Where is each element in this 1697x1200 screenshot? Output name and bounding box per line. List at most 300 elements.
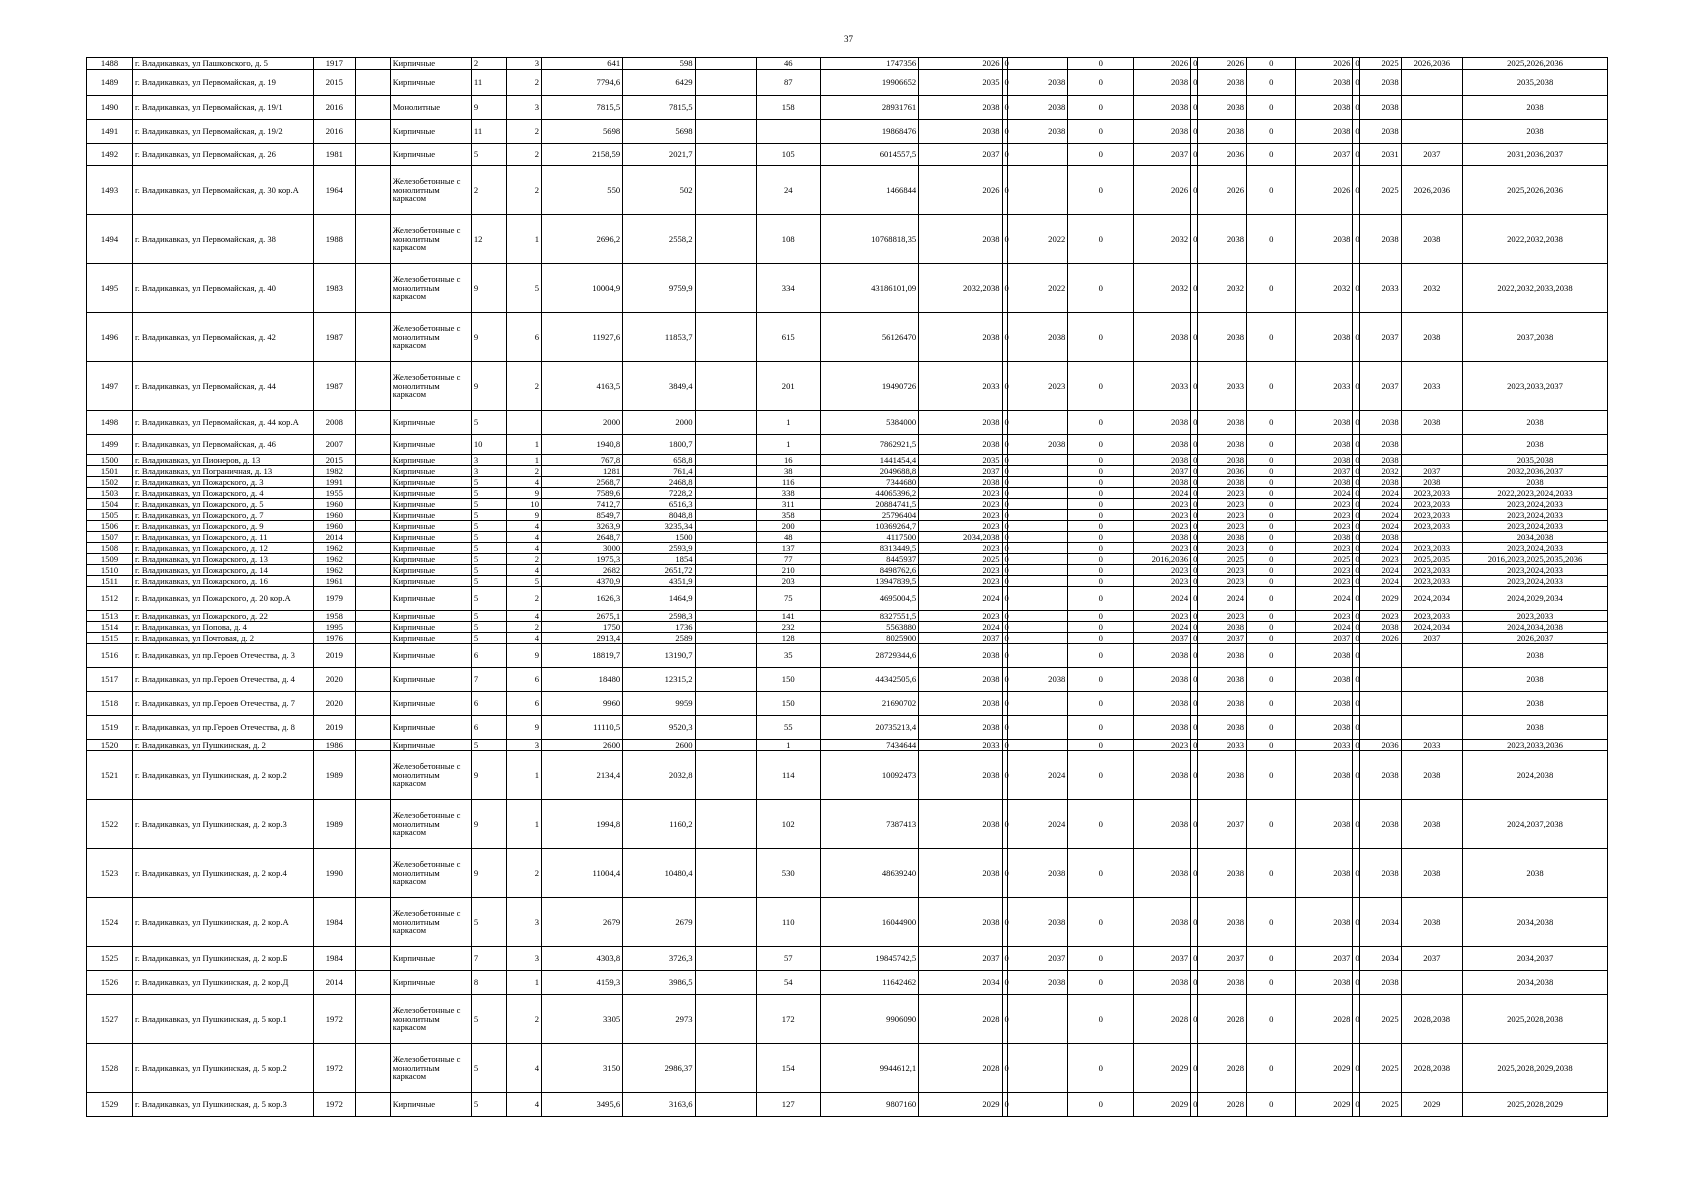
table-cell: 0 <box>1191 971 1198 995</box>
table-row <box>87 898 1608 947</box>
table-cell: 2026 <box>919 58 1002 70</box>
table-cell: 2037 <box>1296 466 1353 477</box>
table-cell: 0 <box>1247 849 1296 898</box>
table-cell: 2024 <box>1359 499 1401 510</box>
table-cell: 2025 <box>1359 1044 1401 1093</box>
table-cell: г. Владикавказ, ул Пушкинская, д. 2 кор.2 <box>133 751 314 800</box>
table-cell: 2023 <box>919 543 1002 554</box>
table-cell: 7589,6 <box>542 488 623 499</box>
table-cell: 54 <box>756 971 820 995</box>
table-cell: 0 <box>1191 58 1198 70</box>
table-cell <box>355 849 390 898</box>
table-row <box>87 716 1608 740</box>
table-cell: 2038 <box>1134 668 1191 692</box>
table-cell: 2038 <box>1134 435 1191 455</box>
table-cell: 8549,7 <box>542 510 623 521</box>
table-cell: 2038 <box>1296 313 1353 362</box>
table-cell: 2037 <box>919 144 1002 166</box>
table-cell: 0 <box>1353 740 1360 751</box>
table-cell: 1490 <box>87 96 133 120</box>
table-cell: 2024 <box>1359 521 1401 532</box>
table-cell: 2158,59 <box>542 144 623 166</box>
table-cell <box>1008 565 1068 576</box>
table-cell: 0 <box>1353 622 1360 633</box>
table-cell: 2038 <box>1134 477 1191 488</box>
table-cell: 2037,2038 <box>1463 313 1608 362</box>
table-cell: 0 <box>1002 411 1007 435</box>
table-cell: 2026 <box>1134 166 1191 215</box>
table-cell: 2696,2 <box>542 215 623 264</box>
table-cell: 0 <box>1068 455 1134 466</box>
table-cell: 2033 <box>1197 362 1246 411</box>
table-cell: 25796404 <box>820 510 919 521</box>
table-cell: 1984 <box>313 898 355 947</box>
table-cell: 6 <box>471 692 506 716</box>
table-cell: 2038 <box>1296 435 1353 455</box>
table-cell: 201 <box>756 362 820 411</box>
table-cell: 2032,8 <box>623 751 695 800</box>
table-cell: 2024 <box>1359 543 1401 554</box>
table-cell: 2029 <box>1401 1093 1462 1117</box>
table-cell: 2600 <box>542 740 623 751</box>
table-cell: 0 <box>1002 488 1007 499</box>
table-row <box>87 521 1608 532</box>
table-cell: 2038 <box>1401 215 1462 264</box>
table-cell <box>1008 587 1068 611</box>
table-cell: Кирпичные <box>390 144 471 166</box>
table-row <box>87 477 1608 488</box>
table-cell: 2028 <box>919 1044 1002 1093</box>
table-cell: 2038 <box>1134 96 1191 120</box>
table-cell: 1160,2 <box>623 800 695 849</box>
table-cell: 0 <box>1191 849 1198 898</box>
table-row <box>87 576 1608 587</box>
table-cell: 210 <box>756 565 820 576</box>
table-cell: 0 <box>1068 751 1134 800</box>
table-cell: г. Владикавказ, ул Пожарского, д. 3 <box>133 477 314 488</box>
table-cell: 1513 <box>87 611 133 622</box>
table-row <box>87 455 1608 466</box>
table-cell: 6 <box>506 668 541 692</box>
table-cell: 1958 <box>313 611 355 622</box>
table-cell: 0 <box>1068 947 1134 971</box>
table-cell: 5 <box>471 633 506 644</box>
table-cell: 9 <box>506 716 541 740</box>
table-cell: 2038 <box>1359 96 1401 120</box>
table-cell <box>1008 611 1068 622</box>
table-cell: г. Владикавказ, ул Пушкинская, д. 2 кор.А <box>133 898 314 947</box>
table-cell: 0 <box>1002 995 1007 1044</box>
table-cell: Кирпичные <box>390 633 471 644</box>
table-cell: 2037 <box>1401 947 1462 971</box>
table-cell: 0 <box>1002 800 1007 849</box>
table-cell: 2028 <box>1197 1044 1246 1093</box>
table-cell: 2033 <box>1359 264 1401 313</box>
table-cell: 10 <box>471 435 506 455</box>
table-cell: г. Владикавказ, ул Пожарского, д. 5 <box>133 499 314 510</box>
table-cell: Кирпичные <box>390 692 471 716</box>
table-cell: 2038 <box>1296 716 1353 740</box>
table-cell: 0 <box>1068 849 1134 898</box>
table-cell: 20735213,4 <box>820 716 919 740</box>
table-cell: 1940,8 <box>542 435 623 455</box>
table-cell: 4117500 <box>820 532 919 543</box>
table-cell: 0 <box>1002 70 1007 96</box>
table-cell: 2023 <box>1197 543 1246 554</box>
table-cell: 0 <box>1068 971 1134 995</box>
table-cell: 334 <box>756 264 820 313</box>
table-cell: 0 <box>1068 477 1134 488</box>
table-cell: 2038 <box>1463 435 1608 455</box>
table-cell: 2 <box>506 995 541 1044</box>
table-cell: 3849,4 <box>623 362 695 411</box>
table-cell: 2 <box>506 70 541 96</box>
table-cell: 2028 <box>1296 995 1353 1044</box>
table-cell: 38 <box>756 466 820 477</box>
table-cell: 2023 <box>919 576 1002 587</box>
table-cell: г. Владикавказ, ул Пожарского, д. 4 <box>133 488 314 499</box>
table-cell: 2034 <box>919 971 1002 995</box>
table-cell: 2134,4 <box>542 751 623 800</box>
table-cell <box>1008 499 1068 510</box>
table-cell <box>695 692 756 716</box>
table-cell: 0 <box>1191 898 1198 947</box>
table-cell: Кирпичные <box>390 435 471 455</box>
table-cell: 9 <box>506 510 541 521</box>
table-cell: 2029 <box>919 1093 1002 1117</box>
table-cell: г. Владикавказ, ул Пожарского, д. 14 <box>133 565 314 576</box>
table-cell: 0 <box>1191 488 1198 499</box>
table-cell: Железобетонные с монолитным каркасом <box>390 995 471 1044</box>
table-cell: 1508 <box>87 543 133 554</box>
table-cell: 7412,7 <box>542 499 623 510</box>
table-cell: 1494 <box>87 215 133 264</box>
table-cell: 1527 <box>87 995 133 1044</box>
table-cell: 0 <box>1068 565 1134 576</box>
table-cell: 5 <box>471 611 506 622</box>
table-cell: 2 <box>506 466 541 477</box>
table-cell: 75 <box>756 587 820 611</box>
table-cell: 0 <box>1068 587 1134 611</box>
table-cell <box>355 362 390 411</box>
table-cell: 2038 <box>1296 644 1353 668</box>
table-cell: 2600 <box>623 740 695 751</box>
table-cell: 2038 <box>1296 849 1353 898</box>
table-cell: 2022 <box>1008 264 1068 313</box>
table-cell: 0 <box>1191 1093 1198 1117</box>
table-cell: г. Владикавказ, ул Пашковского, д. 5 <box>133 58 314 70</box>
table-cell: г. Владикавказ, ул Пионеров, д. 13 <box>133 455 314 466</box>
table-cell: 3 <box>471 466 506 477</box>
table-cell <box>1008 1044 1068 1093</box>
table-cell: 0 <box>1068 898 1134 947</box>
table-row <box>87 849 1608 898</box>
table-cell: 0 <box>1068 668 1134 692</box>
table-cell <box>355 668 390 692</box>
table-cell: 0 <box>1353 477 1360 488</box>
table-cell: 0 <box>1191 466 1198 477</box>
table-cell: 0 <box>1068 644 1134 668</box>
table-cell: 0 <box>1002 668 1007 692</box>
table-cell: 1515 <box>87 633 133 644</box>
table-cell: 0 <box>1247 644 1296 668</box>
table-cell: 2023 <box>1134 510 1191 521</box>
table-cell: 0 <box>1191 800 1198 849</box>
table-cell: 2025,2026,2036 <box>1463 58 1608 70</box>
table-cell: 2028 <box>1197 1093 1246 1117</box>
table-cell: 11 <box>471 120 506 144</box>
table-cell: г. Владикавказ, ул Первомайская, д. 46 <box>133 435 314 455</box>
table-cell: 3 <box>506 58 541 70</box>
table-cell: 3495,6 <box>542 1093 623 1117</box>
table-cell: 530 <box>756 849 820 898</box>
table-cell: 9 <box>471 849 506 898</box>
table-cell: 2038 <box>1401 751 1462 800</box>
table-cell: Кирпичные <box>390 644 471 668</box>
table-cell: 2038 <box>1008 849 1068 898</box>
table-cell: 0 <box>1247 362 1296 411</box>
table-cell: 0 <box>1247 576 1296 587</box>
table-cell: 2024,2034,2038 <box>1463 622 1608 633</box>
table-cell: 0 <box>1191 510 1198 521</box>
table-cell: Кирпичные <box>390 521 471 532</box>
table-cell: Кирпичные <box>390 947 471 971</box>
table-cell: 2016,2036 <box>1134 554 1191 565</box>
table-cell <box>695 554 756 565</box>
table-cell: 7228,2 <box>623 488 695 499</box>
table-cell: 0 <box>1068 488 1134 499</box>
table-cell: 0 <box>1068 313 1134 362</box>
table-cell: 2038 <box>1134 532 1191 543</box>
table-cell: 2038 <box>1197 532 1246 543</box>
table-cell: 598 <box>623 58 695 70</box>
table-cell: 2038 <box>1197 120 1246 144</box>
table-cell: 2038 <box>1296 751 1353 800</box>
table-cell: 2008 <box>313 411 355 435</box>
table-cell: 0 <box>1191 215 1198 264</box>
table-cell: 1505 <box>87 510 133 521</box>
table-cell: 2023 <box>1296 565 1353 576</box>
table-cell: 2038 <box>1134 411 1191 435</box>
table-cell: Кирпичные <box>390 971 471 995</box>
table-cell: 2023 <box>1134 543 1191 554</box>
table-cell: 2038 <box>1197 716 1246 740</box>
table-cell: 0 <box>1068 466 1134 477</box>
table-cell <box>695 120 756 144</box>
table-cell: 10092473 <box>820 751 919 800</box>
table-cell <box>695 644 756 668</box>
table-cell: 2038 <box>1296 70 1353 96</box>
table-cell: 2032,2038 <box>919 264 1002 313</box>
table-cell <box>695 576 756 587</box>
table-cell: 1497 <box>87 362 133 411</box>
table-cell: 2023 <box>1134 611 1191 622</box>
table-cell: г. Владикавказ, ул Пушкинская, д. 2 кор.4 <box>133 849 314 898</box>
table-cell <box>1401 70 1462 96</box>
table-cell: 0 <box>1002 740 1007 751</box>
table-cell: 9 <box>506 644 541 668</box>
table-cell: 2568,7 <box>542 477 623 488</box>
table-cell: 48 <box>756 532 820 543</box>
table-cell: 9944612,1 <box>820 1044 919 1093</box>
table-cell: г. Владикавказ, ул Первомайская, д. 38 <box>133 215 314 264</box>
table-cell: 0 <box>1247 668 1296 692</box>
table-cell: г. Владикавказ, ул Пожарского, д. 11 <box>133 532 314 543</box>
table-cell: 2033 <box>919 740 1002 751</box>
table-cell: 0 <box>1247 971 1296 995</box>
table-cell <box>695 1093 756 1117</box>
table-cell: 2022,2023,2024,2033 <box>1463 488 1608 499</box>
table-cell: 1736 <box>623 622 695 633</box>
table-cell: 0 <box>1002 1093 1007 1117</box>
table-cell: 0 <box>1247 543 1296 554</box>
table-cell: 2022,2032,2033,2038 <box>1463 264 1608 313</box>
table-cell: 1854 <box>623 554 695 565</box>
table-cell <box>355 435 390 455</box>
table-cell <box>355 411 390 435</box>
table-cell <box>1401 644 1462 668</box>
table-cell: 2024 <box>1134 622 1191 633</box>
table-cell: 6429 <box>623 70 695 96</box>
table-cell: 2038 <box>919 716 1002 740</box>
table-cell: 0 <box>1002 751 1007 800</box>
table-row <box>87 144 1608 166</box>
table-cell <box>1008 58 1068 70</box>
table-cell: 7815,5 <box>542 96 623 120</box>
table-cell: 1496 <box>87 313 133 362</box>
table-cell: 2023 <box>1134 499 1191 510</box>
table-cell: 2038 <box>1296 692 1353 716</box>
table-cell: 0 <box>1353 1093 1360 1117</box>
table-cell: 11927,6 <box>542 313 623 362</box>
table-cell: 2038 <box>919 668 1002 692</box>
table-cell: 0 <box>1191 668 1198 692</box>
table-cell: 5 <box>471 521 506 532</box>
table-cell: 0 <box>1068 611 1134 622</box>
table-cell: г. Владикавказ, ул Пушкинская, д. 2 кор.Д <box>133 971 314 995</box>
table-cell <box>695 668 756 692</box>
table-cell: 2023,2024,2033 <box>1463 565 1608 576</box>
table-cell: 8327551,5 <box>820 611 919 622</box>
table-cell: 2037 <box>919 633 1002 644</box>
table-cell: 0 <box>1002 477 1007 488</box>
table-cell: 2025 <box>1197 554 1246 565</box>
table-cell: 2038 <box>919 800 1002 849</box>
table-cell: 2036 <box>1197 466 1246 477</box>
table-cell: 2020 <box>313 668 355 692</box>
table-cell: 0 <box>1068 532 1134 543</box>
table-cell: 1989 <box>313 800 355 849</box>
table-cell: 1 <box>506 455 541 466</box>
table-cell: 0 <box>1247 96 1296 120</box>
table-cell: Кирпичные <box>390 499 471 510</box>
table-cell: 2037 <box>1401 633 1462 644</box>
table-cell: 0 <box>1247 740 1296 751</box>
table-cell: 0 <box>1191 435 1198 455</box>
table-cell: Кирпичные <box>390 587 471 611</box>
table-cell: 18480 <box>542 668 623 692</box>
table-cell: 10004,9 <box>542 264 623 313</box>
table-cell: 110 <box>756 898 820 947</box>
table-cell: 2038 <box>1134 692 1191 716</box>
table-cell: 0 <box>1068 144 1134 166</box>
table-cell <box>695 488 756 499</box>
table-cell: 2026 <box>1197 58 1246 70</box>
table-cell: 2024 <box>1359 565 1401 576</box>
table-cell: 338 <box>756 488 820 499</box>
table-cell: 0 <box>1247 166 1296 215</box>
table-cell: 0 <box>1247 215 1296 264</box>
table-cell: 2019 <box>313 716 355 740</box>
table-cell: 2029 <box>1296 1044 1353 1093</box>
table-cell: 2024 <box>1008 751 1068 800</box>
table-cell: 141 <box>756 611 820 622</box>
table-cell: 1514 <box>87 622 133 633</box>
table-cell: 1962 <box>313 554 355 565</box>
table-row <box>87 313 1608 362</box>
table-cell: 2024 <box>1359 510 1401 521</box>
table-cell: 0 <box>1353 751 1360 800</box>
table-cell <box>695 58 756 70</box>
table-cell: 2038 <box>1197 668 1246 692</box>
table-cell: 2023 <box>1296 499 1353 510</box>
table-cell: 2037 <box>1197 633 1246 644</box>
table-cell: 0 <box>1353 521 1360 532</box>
table-row <box>87 488 1608 499</box>
table-cell: 2 <box>506 166 541 215</box>
table-cell <box>1008 633 1068 644</box>
table-cell: 0 <box>1247 488 1296 499</box>
table-cell: 158 <box>756 96 820 120</box>
table-cell: 1979 <box>313 587 355 611</box>
table-cell: 2038 <box>1463 644 1608 668</box>
table-cell: 0 <box>1068 120 1134 144</box>
table-cell: 2038 <box>1463 668 1608 692</box>
table-cell: 2023 <box>1197 521 1246 532</box>
table-cell <box>355 554 390 565</box>
table-cell: 2023,2024,2033 <box>1463 499 1608 510</box>
table-cell: 2038 <box>1008 971 1068 995</box>
table-cell <box>695 740 756 751</box>
table-cell: 2038 <box>1359 455 1401 466</box>
table-cell <box>1008 543 1068 554</box>
table-cell: 2038 <box>1197 70 1246 96</box>
table-cell: 0 <box>1353 411 1360 435</box>
table-cell: 2023,2033 <box>1401 576 1462 587</box>
table-cell: 2598,3 <box>623 611 695 622</box>
table-cell: Кирпичные <box>390 565 471 576</box>
table-cell: 5698 <box>542 120 623 144</box>
table-cell: 0 <box>1068 96 1134 120</box>
table-cell <box>1008 576 1068 587</box>
table-cell: 2038 <box>1401 898 1462 947</box>
table-cell: 5 <box>471 532 506 543</box>
table-cell: 2024,2029,2034 <box>1463 587 1608 611</box>
table-cell: 1986 <box>313 740 355 751</box>
table-cell: 2038 <box>1401 313 1462 362</box>
table-cell: 2023,2024,2033 <box>1463 510 1608 521</box>
table-cell: 0 <box>1002 510 1007 521</box>
table-cell: 0 <box>1068 510 1134 521</box>
table-cell <box>355 477 390 488</box>
table-cell: 1983 <box>313 264 355 313</box>
table-cell: 0 <box>1002 58 1007 70</box>
table-cell: 1960 <box>313 499 355 510</box>
table-cell: Железобетонные с монолитным каркасом <box>390 1044 471 1093</box>
table-cell: 9759,9 <box>623 264 695 313</box>
table-cell: 57 <box>756 947 820 971</box>
table-cell <box>695 898 756 947</box>
